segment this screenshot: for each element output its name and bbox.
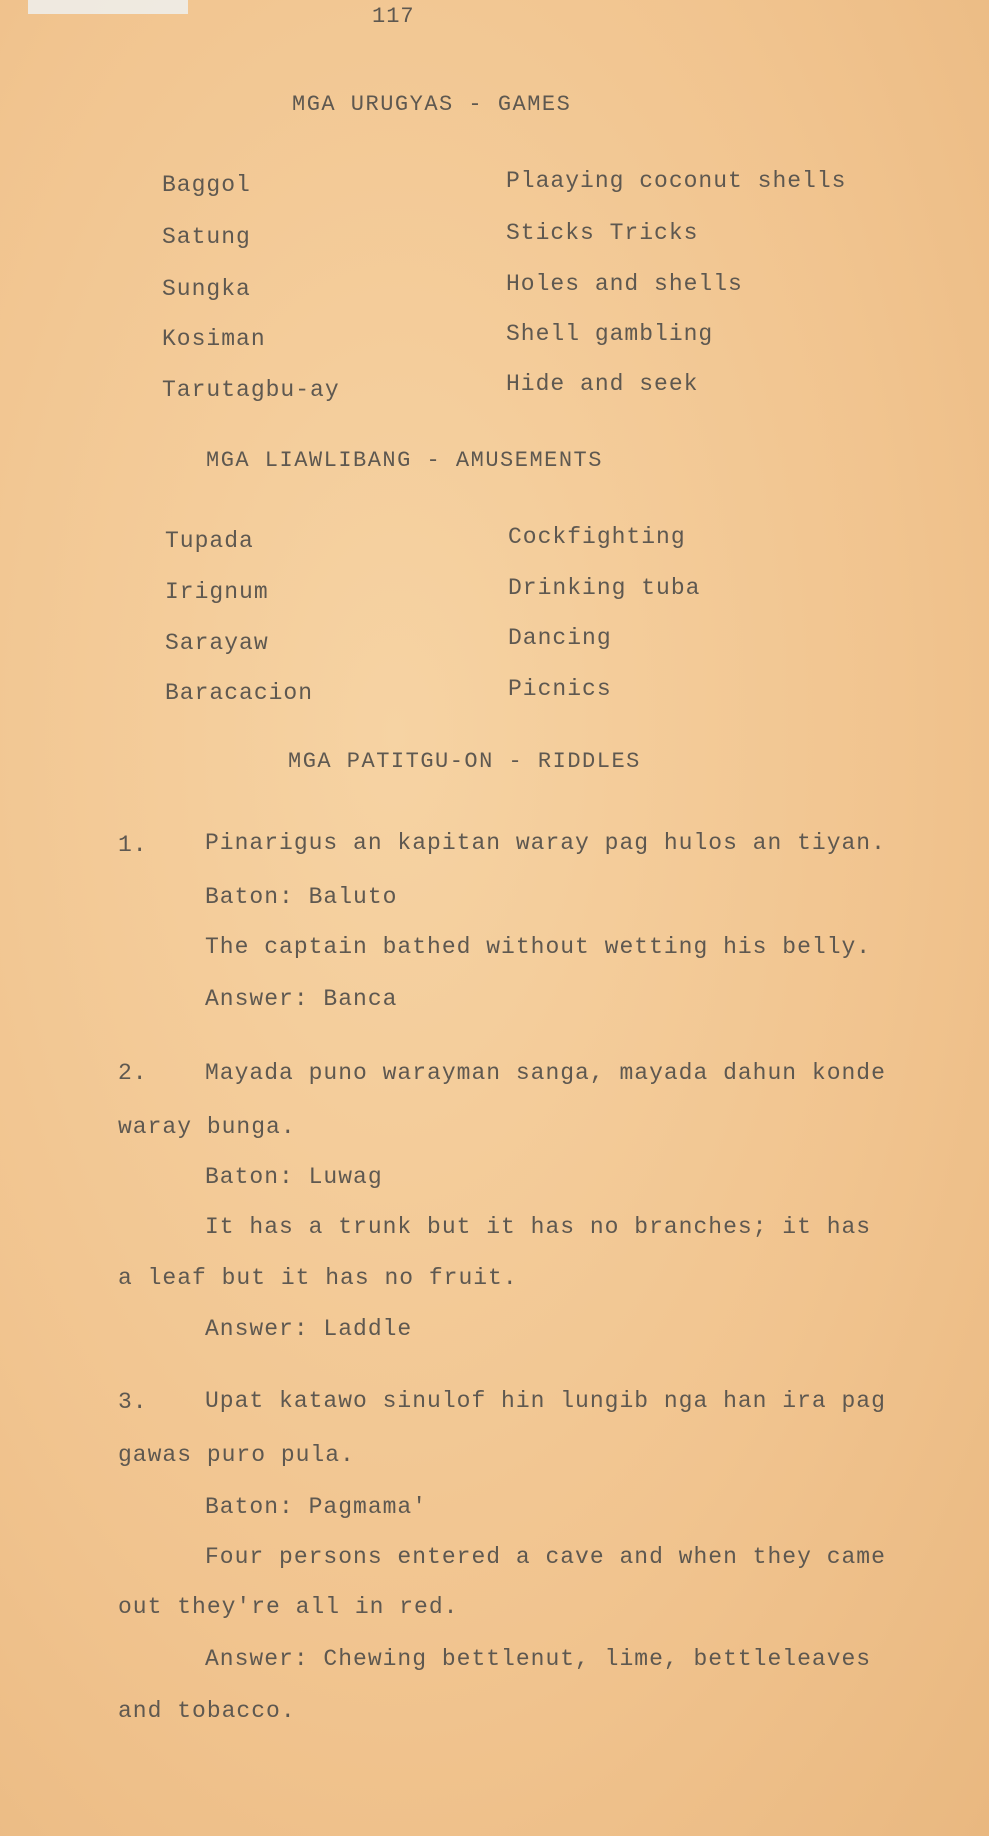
riddle-2-translation-line1: It has a trunk but it has no branches; it has [205, 1214, 872, 1240]
games-english-2: Sticks Tricks [506, 220, 699, 246]
riddle-3-answer-line1: Answer: Chewing bettlenut, lime, bettleleaves [205, 1646, 872, 1672]
games-english-5: Hide and seek [506, 371, 699, 397]
games-native-2: Satung [162, 224, 251, 250]
riddle-1-number: 1. [118, 832, 148, 858]
games-english-3: Holes and shells [506, 271, 743, 297]
riddle-3-answer-line2: and tobacco. [118, 1698, 296, 1724]
riddle-3-baton: Baton: Pagmama' [205, 1494, 428, 1520]
amusements-english-1: Cockfighting [508, 524, 686, 550]
riddle-2-baton: Baton: Luwag [205, 1164, 383, 1190]
tape-strip [28, 0, 188, 14]
page-number: 117 [372, 4, 415, 29]
riddle-2-number: 2. [118, 1060, 148, 1086]
amusements-heading: MGA LIAWLIBANG - AMUSEMENTS [206, 448, 603, 473]
riddle-3-text-line1: Upat katawo sinulof hin lungib nga han ira pag [205, 1388, 886, 1414]
games-english-4: Shell gambling [506, 321, 714, 347]
riddle-3-translation-line2: out they're all in red. [118, 1594, 459, 1620]
riddle-1-translation: The captain bathed without wetting his belly. [205, 934, 872, 960]
games-native-1: Baggol [162, 172, 251, 198]
games-native-5: Tarutagbu-ay [162, 377, 340, 403]
amusements-english-4: Picnics [508, 676, 612, 702]
riddle-3-number: 3. [118, 1389, 148, 1415]
riddle-3-translation-line1: Four persons entered a cave and when they came [205, 1544, 886, 1570]
games-native-3: Sungka [162, 276, 251, 302]
amusements-native-4: Baracacion [165, 680, 314, 706]
riddle-3-text-line2: gawas puro pula. [118, 1442, 355, 1468]
riddle-1-answer: Answer: Banca [205, 986, 398, 1012]
riddles-heading: MGA PATITGU-ON - RIDDLES [288, 749, 641, 774]
amusements-native-3: Sarayaw [165, 630, 269, 656]
riddle-2-text-line1: Mayada puno warayman sanga, mayada dahun konde [205, 1060, 886, 1086]
games-native-4: Kosiman [162, 326, 266, 352]
games-heading: MGA URUGYAS - GAMES [292, 92, 572, 117]
amusements-english-2: Drinking tuba [508, 575, 701, 601]
riddle-1-text: Pinarigus an kapitan waray pag hulos an tiyan. [205, 830, 886, 856]
riddle-2-answer: Answer: Laddle [205, 1316, 413, 1342]
riddle-1-baton: Baton: Baluto [205, 884, 398, 910]
amusements-native-2: Irignum [165, 579, 269, 605]
riddle-2-translation-line2: a leaf but it has no fruit. [118, 1265, 518, 1291]
amusements-english-3: Dancing [508, 625, 612, 651]
amusements-native-1: Tupada [165, 528, 254, 554]
riddle-2-text-line2: waray bunga. [118, 1114, 296, 1140]
games-english-1: Plaaying coconut shells [506, 168, 847, 194]
